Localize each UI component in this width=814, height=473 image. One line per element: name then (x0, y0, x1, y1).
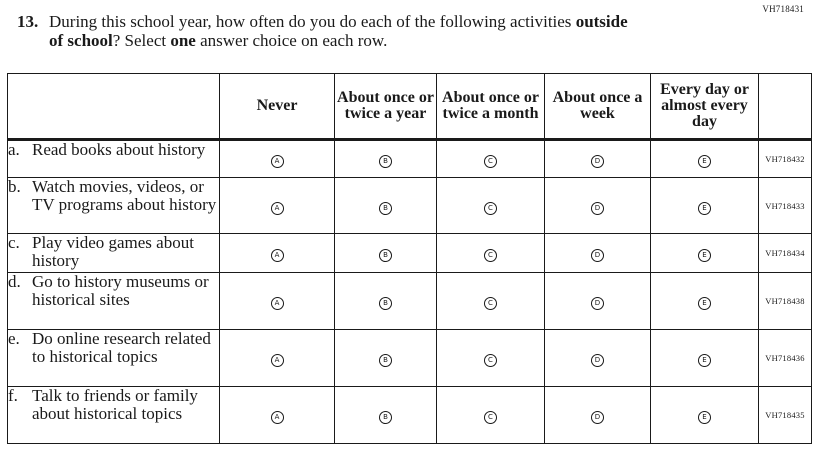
row-text: Talk to friends or family about historical topics (32, 386, 198, 423)
header-week: About once a week (545, 74, 651, 140)
row-item-id: VH718434 (759, 234, 812, 273)
option-c-bubble[interactable]: C (484, 155, 497, 168)
option-a-bubble[interactable]: A (271, 202, 284, 215)
header-id-blank (759, 74, 812, 140)
item-id: VH718431 (762, 4, 804, 14)
row-text: Play video games about history (32, 233, 194, 270)
row-text: Go to history museums or historical sites (32, 272, 209, 309)
option-e-bubble[interactable]: E (698, 297, 711, 310)
option-d-bubble[interactable]: D (591, 249, 604, 262)
option-e-bubble[interactable]: E (698, 202, 711, 215)
row-letter: a. (8, 140, 20, 159)
option-c-bubble[interactable]: C (484, 249, 497, 262)
response-grid (7, 73, 812, 444)
option-a-bubble[interactable]: A (271, 249, 284, 262)
option-b-bubble[interactable]: B (379, 354, 392, 367)
table-row (8, 273, 812, 330)
question-emphasis-of-school: of school (49, 31, 113, 50)
option-a-bubble[interactable]: A (271, 411, 284, 424)
row-item-id: VH718436 (759, 330, 812, 387)
option-e-bubble[interactable]: E (698, 249, 711, 262)
table-row (8, 387, 812, 444)
option-b-bubble[interactable]: B (379, 155, 392, 168)
row-letter: c. (8, 233, 20, 252)
header-month: About once or twice a month (437, 74, 545, 140)
row-statement (8, 330, 220, 387)
option-b-bubble[interactable]: B (379, 411, 392, 424)
row-item-id: VH718433 (759, 178, 812, 234)
question-emphasis-outside: outside (575, 12, 628, 31)
option-c-bubble[interactable]: C (484, 297, 497, 310)
option-d-bubble[interactable]: D (591, 202, 604, 215)
row-text: Watch movies, videos, or TV programs about history (32, 177, 217, 214)
option-b-bubble[interactable]: B (379, 297, 392, 310)
option-b-bubble[interactable]: B (379, 202, 392, 215)
table-row (8, 178, 812, 234)
option-b-bubble[interactable]: B (379, 249, 392, 262)
question-number: 13. (17, 12, 39, 31)
option-d-bubble[interactable]: D (591, 297, 604, 310)
row-letter: d. (8, 272, 21, 291)
question-stem (17, 12, 737, 50)
header-never: Never (220, 74, 335, 140)
option-d-bubble[interactable]: D (591, 155, 604, 168)
question-text-1: During this school year, how often do you do each of the following activities (49, 12, 576, 31)
header-blank (8, 74, 220, 140)
row-letter: e. (8, 329, 20, 348)
row-statement (8, 140, 220, 178)
question-emphasis-one: one (170, 31, 196, 50)
row-statement (8, 387, 220, 444)
row-item-id: VH718432 (759, 140, 812, 178)
option-e-bubble[interactable]: E (698, 411, 711, 424)
option-d-bubble[interactable]: D (591, 411, 604, 424)
option-c-bubble[interactable]: C (484, 354, 497, 367)
option-d-bubble[interactable]: D (591, 354, 604, 367)
row-statement (8, 273, 220, 330)
option-e-bubble[interactable]: E (698, 155, 711, 168)
row-item-id: VH718438 (759, 273, 812, 330)
row-letter: b. (8, 177, 21, 196)
question-text-3: answer choice on each row. (195, 31, 388, 50)
row-item-id: VH718435 (759, 387, 812, 444)
row-statement (8, 234, 220, 273)
row-text: Do online research related to historical topics (32, 329, 211, 366)
option-c-bubble[interactable]: C (484, 411, 497, 424)
option-a-bubble[interactable]: A (271, 297, 284, 310)
row-letter: f. (8, 386, 18, 405)
option-c-bubble[interactable]: C (484, 202, 497, 215)
option-e-bubble[interactable]: E (698, 354, 711, 367)
option-a-bubble[interactable]: A (271, 155, 284, 168)
table-row (8, 140, 812, 178)
row-statement (8, 178, 220, 234)
header-daily: Every day or almost every day (651, 74, 759, 140)
row-text: Read books about history (32, 140, 206, 159)
question-text-2: ? Select (112, 31, 171, 50)
option-a-bubble[interactable]: A (271, 354, 284, 367)
table-row (8, 330, 812, 387)
header-year: About once or twice a year (335, 74, 437, 140)
table-row (8, 234, 812, 273)
